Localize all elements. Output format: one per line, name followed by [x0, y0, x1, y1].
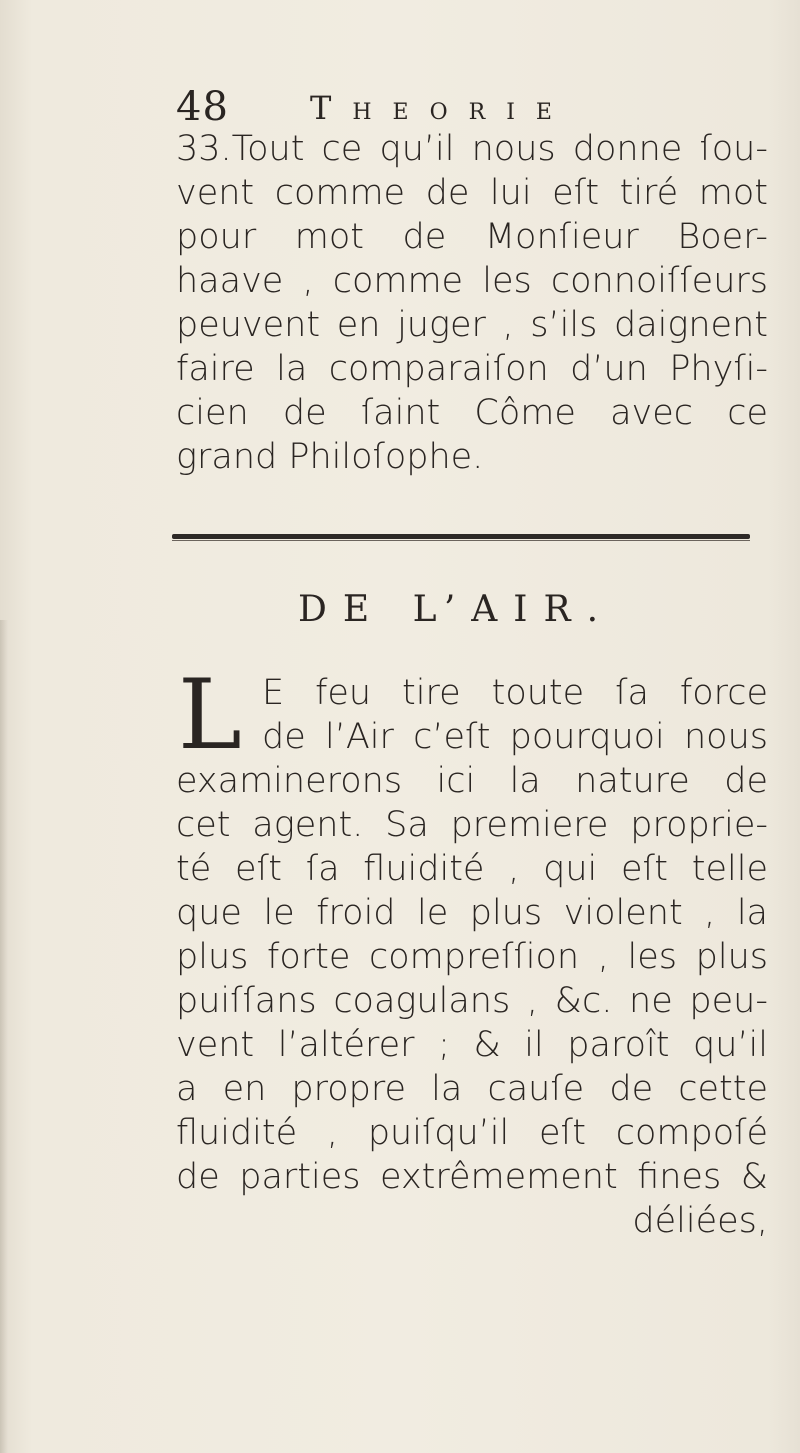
section-divider-hairline [172, 540, 750, 541]
section-title: DE L’AIR. [298, 589, 615, 630]
text-line: a en propre la cauſe de cette [176, 1069, 768, 1109]
text-line: E feu tire toute ſa force [262, 673, 768, 713]
text-line: grand Philoſophe. [176, 437, 484, 477]
text-line: fluidité , puiſqu’il eſt compoſé [176, 1113, 768, 1153]
text-line: de parties extrêmement fines & [176, 1157, 768, 1197]
catchword: déliées, [632, 1201, 768, 1241]
text-line: pour mot de Monſieur Boer- [176, 217, 768, 257]
text-line: 33.Tout ce qu’il nous donne ſou- [176, 129, 768, 169]
text-line: peuvent en juger , s’ils daignent [176, 305, 768, 345]
section-divider-rule [172, 534, 750, 539]
text-line: cien de ſaint Côme avec ce [176, 393, 768, 433]
text-line: plus forte compreſſion , les plus [176, 937, 768, 977]
text-line: que le froid le plus violent , la [176, 893, 768, 933]
paragraph-33 [176, 127, 768, 479]
text-line: cet agent. Sa premiere proprie- [176, 805, 768, 845]
text-line: té eſt ſa fluidité , qui eſt telle [176, 849, 768, 889]
text-line: vent l’altérer ; & il paroît qu’il [176, 1025, 768, 1065]
running-head: Theorie [310, 89, 573, 127]
drop-cap: L [178, 659, 242, 771]
text-line: de l’Air c’eſt pourquoi nous [262, 717, 768, 757]
paragraph-air [176, 759, 768, 1243]
page-gutter-shadow [0, 620, 8, 1453]
page-header [176, 82, 616, 132]
text-line: faire la comparaiſon d’un Phyſi- [176, 349, 768, 389]
paragraph-air-opening [262, 671, 768, 759]
page-number: 48 [176, 84, 229, 130]
text-line: vent comme de lui eſt tiré mot [176, 173, 768, 213]
text-line: examinerons ici la nature de [176, 761, 768, 801]
text-line: haave , comme les connoiſſeurs [176, 261, 768, 301]
text-line: puiſſans coagulans , &c. ne peu- [176, 981, 768, 1021]
